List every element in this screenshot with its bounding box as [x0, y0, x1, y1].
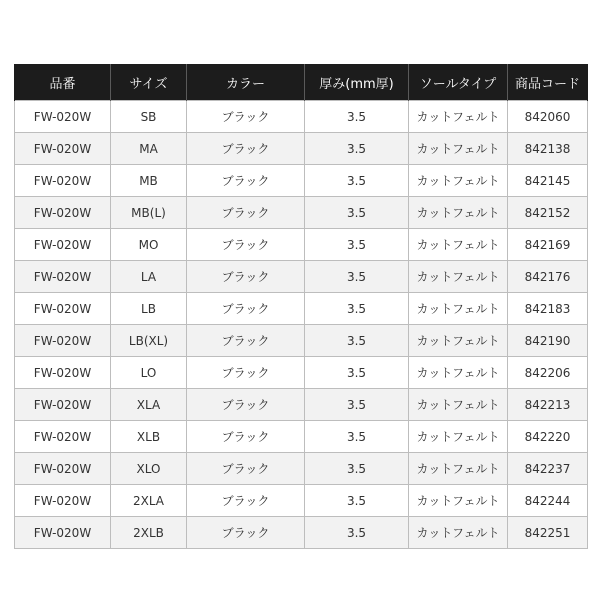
cell-product-code: 842237 [508, 453, 588, 485]
cell-thickness: 3.5 [305, 101, 409, 133]
cell-part-number: FW-020W [15, 325, 111, 357]
table-row [15, 421, 588, 453]
cell-part-number: FW-020W [15, 421, 111, 453]
cell-product-code: 842213 [508, 389, 588, 421]
cell-size: LO [111, 357, 187, 389]
cell-color: ブラック [187, 421, 305, 453]
cell-sole-type: カットフェルト [409, 101, 508, 133]
cell-product-code: 842244 [508, 485, 588, 517]
header-cell-part-number: 品番 [15, 64, 111, 101]
cell-sole-type: カットフェルト [409, 229, 508, 261]
cell-part-number: FW-020W [15, 293, 111, 325]
cell-size: LB [111, 293, 187, 325]
cell-size: MB [111, 165, 187, 197]
table-row [15, 133, 588, 165]
cell-product-code: 842183 [508, 293, 588, 325]
table-row [15, 197, 588, 229]
header-cell-thickness: 厚み(mm厚) [305, 64, 409, 101]
cell-thickness: 3.5 [305, 453, 409, 485]
cell-thickness: 3.5 [305, 421, 409, 453]
cell-sole-type: カットフェルト [409, 197, 508, 229]
cell-part-number: FW-020W [15, 453, 111, 485]
cell-thickness: 3.5 [305, 229, 409, 261]
cell-part-number: FW-020W [15, 165, 111, 197]
header-cell-sole-type: ソールタイプ [409, 64, 508, 101]
cell-thickness: 3.5 [305, 325, 409, 357]
table-row [15, 165, 588, 197]
cell-product-code: 842251 [508, 517, 588, 549]
cell-product-code: 842152 [508, 197, 588, 229]
cell-sole-type: カットフェルト [409, 325, 508, 357]
cell-color: ブラック [187, 101, 305, 133]
cell-sole-type: カットフェルト [409, 389, 508, 421]
cell-sole-type: カットフェルト [409, 165, 508, 197]
cell-size: 2XLB [111, 517, 187, 549]
cell-color: ブラック [187, 357, 305, 389]
cell-size: 2XLA [111, 485, 187, 517]
table-row [15, 517, 588, 549]
cell-part-number: FW-020W [15, 485, 111, 517]
cell-color: ブラック [187, 517, 305, 549]
table-header [15, 64, 588, 101]
cell-part-number: FW-020W [15, 389, 111, 421]
cell-product-code: 842138 [508, 133, 588, 165]
cell-thickness: 3.5 [305, 485, 409, 517]
table-row [15, 389, 588, 421]
table-row [15, 357, 588, 389]
table-row [15, 261, 588, 293]
cell-product-code: 842206 [508, 357, 588, 389]
cell-size: XLB [111, 421, 187, 453]
cell-color: ブラック [187, 261, 305, 293]
cell-sole-type: カットフェルト [409, 133, 508, 165]
header-cell-color: カラー [187, 64, 305, 101]
cell-part-number: FW-020W [15, 261, 111, 293]
table-row [15, 293, 588, 325]
cell-product-code: 842169 [508, 229, 588, 261]
cell-thickness: 3.5 [305, 197, 409, 229]
cell-size: SB [111, 101, 187, 133]
cell-thickness: 3.5 [305, 389, 409, 421]
cell-size: MA [111, 133, 187, 165]
cell-color: ブラック [187, 133, 305, 165]
cell-part-number: FW-020W [15, 101, 111, 133]
cell-color: ブラック [187, 197, 305, 229]
cell-part-number: FW-020W [15, 197, 111, 229]
table-body [15, 101, 588, 549]
cell-color: ブラック [187, 389, 305, 421]
header-cell-size: サイズ [111, 64, 187, 101]
cell-product-code: 842145 [508, 165, 588, 197]
table-row [15, 453, 588, 485]
cell-product-code: 842190 [508, 325, 588, 357]
table-row [15, 229, 588, 261]
cell-part-number: FW-020W [15, 133, 111, 165]
cell-part-number: FW-020W [15, 357, 111, 389]
cell-thickness: 3.5 [305, 165, 409, 197]
table-row [15, 101, 588, 133]
cell-sole-type: カットフェルト [409, 293, 508, 325]
cell-thickness: 3.5 [305, 517, 409, 549]
cell-thickness: 3.5 [305, 261, 409, 293]
cell-product-code: 842060 [508, 101, 588, 133]
cell-color: ブラック [187, 485, 305, 517]
cell-sole-type: カットフェルト [409, 421, 508, 453]
table-row [15, 325, 588, 357]
cell-color: ブラック [187, 165, 305, 197]
cell-color: ブラック [187, 229, 305, 261]
cell-size: XLA [111, 389, 187, 421]
cell-sole-type: カットフェルト [409, 357, 508, 389]
cell-size: XLO [111, 453, 187, 485]
cell-sole-type: カットフェルト [409, 453, 508, 485]
cell-thickness: 3.5 [305, 293, 409, 325]
header-cell-product-code: 商品コード [508, 64, 588, 101]
cell-thickness: 3.5 [305, 133, 409, 165]
table-row [15, 485, 588, 517]
cell-color: ブラック [187, 293, 305, 325]
cell-part-number: FW-020W [15, 517, 111, 549]
cell-product-code: 842176 [508, 261, 588, 293]
cell-product-code: 842220 [508, 421, 588, 453]
cell-sole-type: カットフェルト [409, 517, 508, 549]
cell-size: LB(XL) [111, 325, 187, 357]
product-spec-table [14, 64, 588, 549]
cell-size: MB(L) [111, 197, 187, 229]
cell-part-number: FW-020W [15, 229, 111, 261]
cell-size: LA [111, 261, 187, 293]
cell-thickness: 3.5 [305, 357, 409, 389]
header-row [15, 64, 588, 101]
cell-color: ブラック [187, 325, 305, 357]
cell-sole-type: カットフェルト [409, 485, 508, 517]
cell-sole-type: カットフェルト [409, 261, 508, 293]
cell-size: MO [111, 229, 187, 261]
cell-color: ブラック [187, 453, 305, 485]
